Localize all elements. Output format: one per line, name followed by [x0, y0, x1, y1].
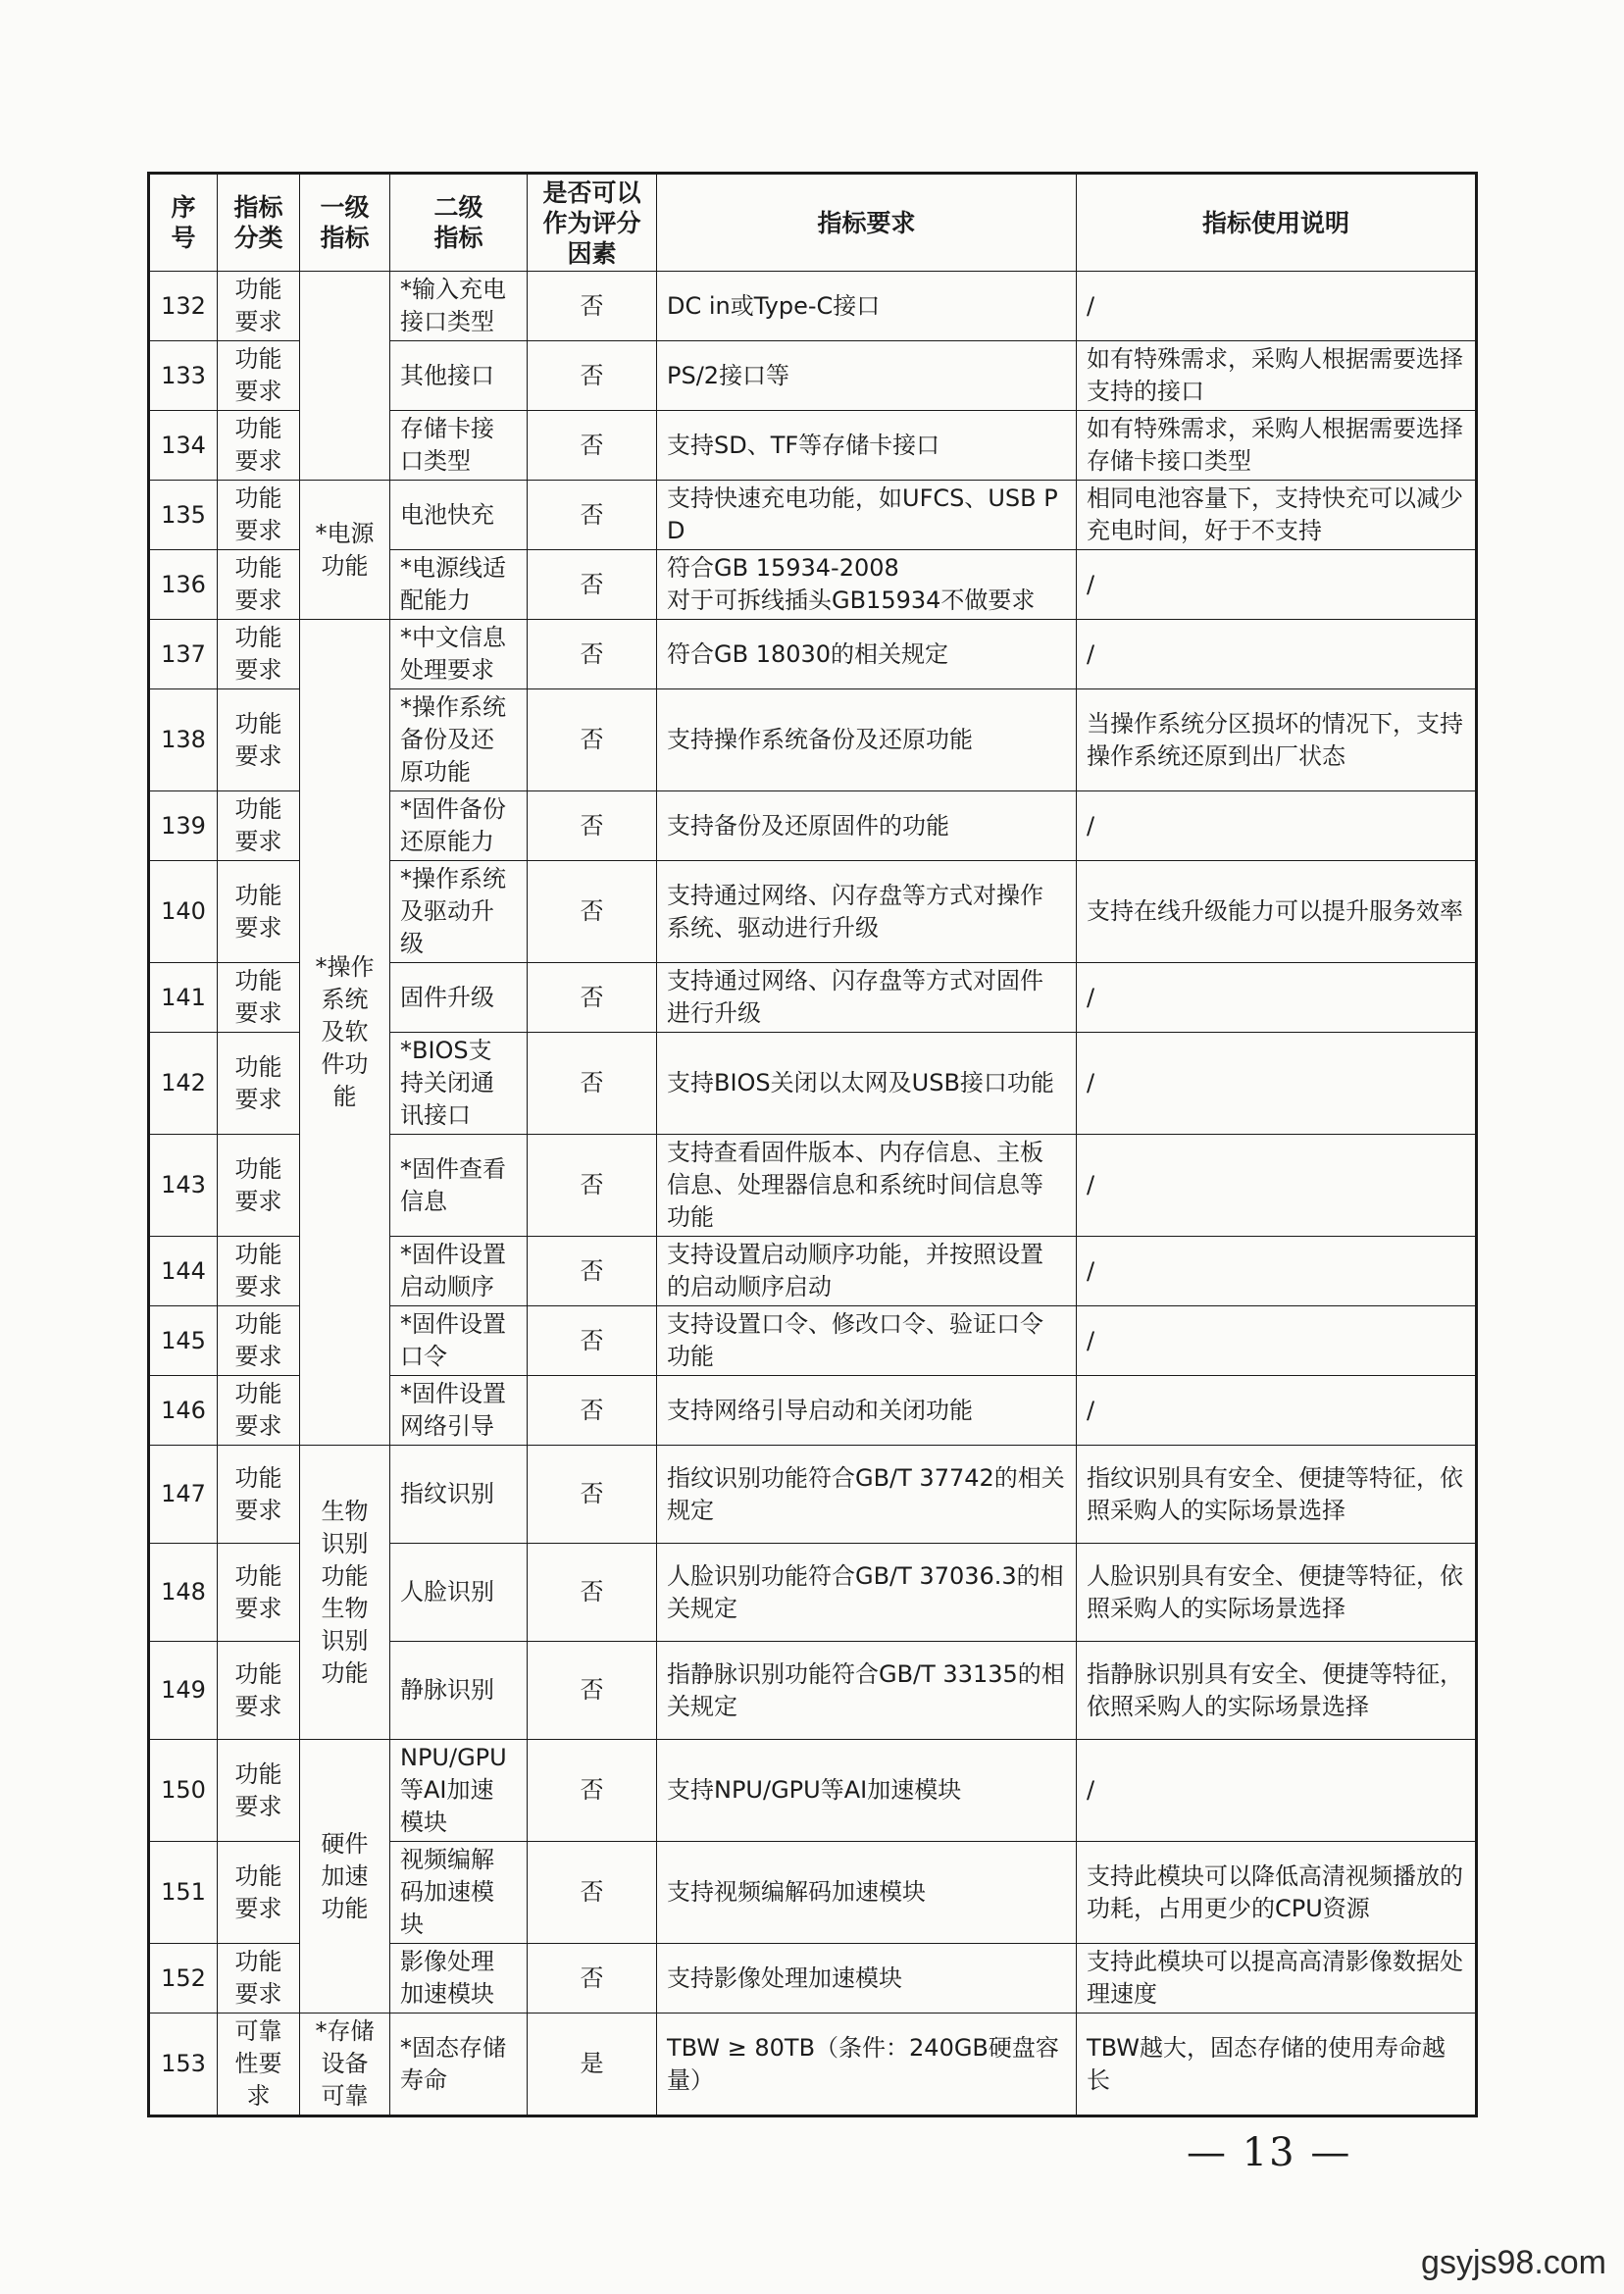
usage-note-cell: 支持在线升级能力可以提升服务效率	[1077, 861, 1477, 963]
requirement-cell: 支持视频编解码加速模块	[657, 1842, 1077, 1944]
usage-note-cell: /	[1077, 1033, 1477, 1135]
scoring-factor-cell: 否	[528, 272, 657, 341]
scoring-factor-cell: 否	[528, 861, 657, 963]
scoring-factor-cell: 否	[528, 411, 657, 481]
scoring-factor-cell: 否	[528, 550, 657, 620]
usage-note-cell: /	[1077, 1237, 1477, 1306]
requirement-cell: 支持网络引导启动和关闭功能	[657, 1376, 1077, 1446]
row-number: 132	[149, 272, 218, 341]
scoring-factor-cell: 否	[528, 1237, 657, 1306]
requirement-cell: PS/2接口等	[657, 341, 1077, 411]
row-number: 133	[149, 341, 218, 411]
scoring-factor-cell: 否	[528, 1306, 657, 1376]
scoring-factor-cell: 否	[528, 963, 657, 1033]
category-cell: 功能 要求	[218, 1237, 300, 1306]
level2-indicator-cell: *固件设置 启动顺序	[390, 1237, 528, 1306]
category-cell: 功能 要求	[218, 1740, 300, 1842]
column-header: 二级 指标	[390, 174, 528, 272]
requirement-cell: 支持SD、TF等存储卡接口	[657, 411, 1077, 481]
row-number: 134	[149, 411, 218, 481]
usage-note-cell: /	[1077, 550, 1477, 620]
column-header: 指标 分类	[218, 174, 300, 272]
category-cell: 功能 要求	[218, 481, 300, 550]
header-row	[149, 174, 1477, 272]
scoring-factor-cell: 否	[528, 1544, 657, 1642]
row-number: 152	[149, 1944, 218, 2014]
usage-note-cell: /	[1077, 620, 1477, 689]
row-number: 137	[149, 620, 218, 689]
table-row	[149, 481, 1477, 550]
usage-note-cell: 支持此模块可以提高高清影像数据处理速度	[1077, 1944, 1477, 2014]
category-cell: 功能 要求	[218, 791, 300, 861]
usage-note-cell: 如有特殊需求，采购人根据需要选择支持的接口	[1077, 341, 1477, 411]
row-number: 148	[149, 1544, 218, 1642]
scoring-factor-cell: 否	[528, 1642, 657, 1740]
level2-indicator-cell: *固件设置 口令	[390, 1306, 528, 1376]
level2-indicator-cell: 电池快充	[390, 481, 528, 550]
row-number: 143	[149, 1135, 218, 1237]
table-row	[149, 272, 1477, 341]
usage-note-cell: /	[1077, 963, 1477, 1033]
category-cell: 功能 要求	[218, 1842, 300, 1944]
requirement-cell: 支持通过网络、闪存盘等方式对固件进行升级	[657, 963, 1077, 1033]
row-number: 145	[149, 1306, 218, 1376]
level2-indicator-cell: *中文信息 处理要求	[390, 620, 528, 689]
scoring-factor-cell: 否	[528, 1376, 657, 1446]
level2-indicator-cell: 固件升级	[390, 963, 528, 1033]
usage-note-cell: /	[1077, 272, 1477, 341]
requirement-cell: 支持通过网络、闪存盘等方式对操作系统、驱动进行升级	[657, 861, 1077, 963]
spec-table	[147, 172, 1478, 2117]
category-cell: 功能 要求	[218, 689, 300, 791]
level2-indicator-cell: 指纹识别	[390, 1446, 528, 1544]
row-number: 135	[149, 481, 218, 550]
scoring-factor-cell: 否	[528, 1033, 657, 1135]
level2-indicator-cell: 存储卡接 口类型	[390, 411, 528, 481]
usage-note-cell: TBW越大，固态存储的使用寿命越长	[1077, 2014, 1477, 2116]
usage-note-cell: 如有特殊需求，采购人根据需要选择存储卡接口类型	[1077, 411, 1477, 481]
scoring-factor-cell: 否	[528, 1842, 657, 1944]
requirement-cell: 指纹识别功能符合GB/T 37742的相关规定	[657, 1446, 1077, 1544]
usage-note-cell: /	[1077, 1376, 1477, 1446]
scoring-factor-cell: 是	[528, 2014, 657, 2116]
row-number: 150	[149, 1740, 218, 1842]
category-cell: 功能 要求	[218, 963, 300, 1033]
category-cell: 功能 要求	[218, 1544, 300, 1642]
category-cell: 功能 要求	[218, 1306, 300, 1376]
table-header	[149, 174, 1477, 272]
category-cell: 功能 要求	[218, 620, 300, 689]
level1-indicator-cell	[300, 272, 390, 481]
level2-indicator-cell: *BIOS支 持关闭通 讯接口	[390, 1033, 528, 1135]
scoring-factor-cell: 否	[528, 1944, 657, 2014]
column-header: 一级 指标	[300, 174, 390, 272]
row-number: 141	[149, 963, 218, 1033]
scoring-factor-cell: 否	[528, 341, 657, 411]
requirement-cell: 支持设置口令、修改口令、验证口令功能	[657, 1306, 1077, 1376]
level1-indicator-cell: *电源 功能	[300, 481, 390, 620]
column-header: 序号	[149, 174, 218, 272]
scoring-factor-cell: 否	[528, 791, 657, 861]
usage-note-cell: /	[1077, 791, 1477, 861]
level2-indicator-cell: *固态存储 寿命	[390, 2014, 528, 2116]
scoring-factor-cell: 否	[528, 1740, 657, 1842]
level2-indicator-cell: 视频编解 码加速模 块	[390, 1842, 528, 1944]
usage-note-cell: 人脸识别具有安全、便捷等特征，依照采购人的实际场景选择	[1077, 1544, 1477, 1642]
category-cell: 功能 要求	[218, 272, 300, 341]
requirement-cell: DC in或Type-C接口	[657, 272, 1077, 341]
level2-indicator-cell: *电源线适 配能力	[390, 550, 528, 620]
category-cell: 功能 要求	[218, 1376, 300, 1446]
level2-indicator-cell: 静脉识别	[390, 1642, 528, 1740]
category-cell: 功能 要求	[218, 411, 300, 481]
level1-indicator-cell: 生物 识别 功能 生物 识别 功能	[300, 1446, 390, 1740]
level2-indicator-cell: 其他接口	[390, 341, 528, 411]
scoring-factor-cell: 否	[528, 689, 657, 791]
category-cell: 可靠 性要 求	[218, 2014, 300, 2116]
level2-indicator-cell: NPU/GPU 等AI加速 模块	[390, 1740, 528, 1842]
requirement-cell: 支持操作系统备份及还原功能	[657, 689, 1077, 791]
category-cell: 功能 要求	[218, 1642, 300, 1740]
level2-indicator-cell: *固件备份 还原能力	[390, 791, 528, 861]
scoring-factor-cell: 否	[528, 1446, 657, 1544]
row-number: 146	[149, 1376, 218, 1446]
usage-note-cell: 当操作系统分区损坏的情况下，支持操作系统还原到出厂状态	[1077, 689, 1477, 791]
level2-indicator-cell: *操作系统 备份及还 原功能	[390, 689, 528, 791]
requirement-cell: 符合GB 15934-2008 对于可拆线插头GB15934不做要求	[657, 550, 1077, 620]
usage-note-cell: 相同电池容量下，支持快充可以减少充电时间，好于不支持	[1077, 481, 1477, 550]
requirement-cell: 指静脉识别功能符合GB/T 33135的相关规定	[657, 1642, 1077, 1740]
category-cell: 功能 要求	[218, 1944, 300, 2014]
level2-indicator-cell: *固件查看 信息	[390, 1135, 528, 1237]
column-header: 指标使用说明	[1077, 174, 1477, 272]
level1-indicator-cell: 硬件 加速 功能	[300, 1740, 390, 2014]
table-row	[149, 620, 1477, 689]
row-number: 139	[149, 791, 218, 861]
requirement-cell: 支持NPU/GPU等AI加速模块	[657, 1740, 1077, 1842]
watermark: gsyjs98.com	[1421, 2244, 1606, 2281]
requirement-cell: 支持快速充电功能，如UFCS、USB PD	[657, 481, 1077, 550]
requirement-cell: TBW ≥ 80TB（条件：240GB硬盘容量）	[657, 2014, 1077, 2116]
level2-indicator-cell: *输入充电 接口类型	[390, 272, 528, 341]
level2-indicator-cell: 影像处理 加速模块	[390, 1944, 528, 2014]
category-cell: 功能 要求	[218, 1446, 300, 1544]
scoring-factor-cell: 否	[528, 481, 657, 550]
usage-note-cell: /	[1077, 1306, 1477, 1376]
requirement-cell: 支持影像处理加速模块	[657, 1944, 1077, 2014]
table-row	[149, 1446, 1477, 1544]
category-cell: 功能 要求	[218, 550, 300, 620]
requirement-cell: 支持设置启动顺序功能，并按照设置的启动顺序启动	[657, 1237, 1077, 1306]
requirement-cell: 符合GB 18030的相关规定	[657, 620, 1077, 689]
row-number: 151	[149, 1842, 218, 1944]
table-row	[149, 2014, 1477, 2116]
level2-indicator-cell: *操作系统 及驱动升 级	[390, 861, 528, 963]
scoring-factor-cell: 否	[528, 620, 657, 689]
table-row	[149, 1740, 1477, 1842]
scoring-factor-cell: 否	[528, 1135, 657, 1237]
requirement-cell: 人脸识别功能符合GB/T 37036.3的相关规定	[657, 1544, 1077, 1642]
row-number: 147	[149, 1446, 218, 1544]
row-number: 140	[149, 861, 218, 963]
usage-note-cell: 指纹识别具有安全、便捷等特征，依照采购人的实际场景选择	[1077, 1446, 1477, 1544]
row-number: 149	[149, 1642, 218, 1740]
row-number: 138	[149, 689, 218, 791]
page-number: — 13 —	[1187, 2130, 1352, 2175]
table-body	[149, 272, 1477, 2116]
usage-note-cell: /	[1077, 1740, 1477, 1842]
row-number: 153	[149, 2014, 218, 2116]
usage-note-cell: /	[1077, 1135, 1477, 1237]
usage-note-cell: 支持此模块可以降低高清视频播放的功耗，占用更少的CPU资源	[1077, 1842, 1477, 1944]
category-cell: 功能 要求	[218, 1135, 300, 1237]
category-cell: 功能 要求	[218, 861, 300, 963]
level2-indicator-cell: *固件设置 网络引导	[390, 1376, 528, 1446]
usage-note-cell: 指静脉识别具有安全、便捷等特征，依照采购人的实际场景选择	[1077, 1642, 1477, 1740]
row-number: 136	[149, 550, 218, 620]
category-cell: 功能 要求	[218, 341, 300, 411]
requirement-cell: 支持BIOS关闭以太网及USB接口功能	[657, 1033, 1077, 1135]
category-cell: 功能 要求	[218, 1033, 300, 1135]
requirement-cell: 支持备份及还原固件的功能	[657, 791, 1077, 861]
requirement-cell: 支持查看固件版本、内存信息、主板信息、处理器信息和系统时间信息等功能	[657, 1135, 1077, 1237]
row-number: 144	[149, 1237, 218, 1306]
column-header: 是否可以 作为评分 因素	[528, 174, 657, 272]
row-number: 142	[149, 1033, 218, 1135]
column-header: 指标要求	[657, 174, 1077, 272]
level1-indicator-cell: *操作 系统 及软 件功 能	[300, 620, 390, 1446]
level1-indicator-cell: *存储 设备 可靠	[300, 2014, 390, 2116]
level2-indicator-cell: 人脸识别	[390, 1544, 528, 1642]
